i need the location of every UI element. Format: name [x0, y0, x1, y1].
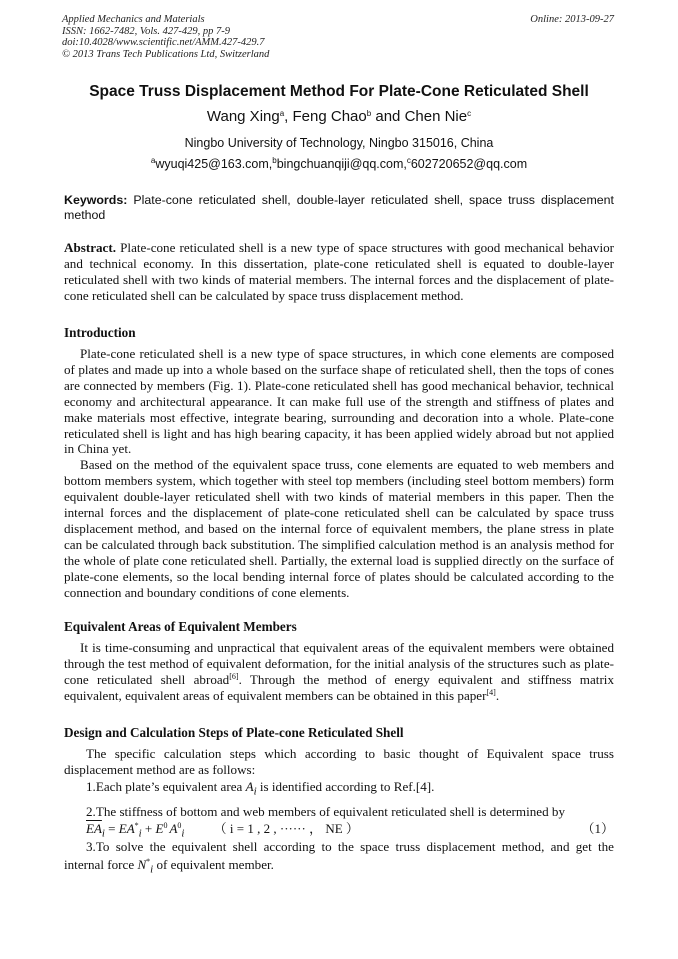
paragraph: The specific calculation steps which according to basic thought of Equivalent space truss displacement method are as follows:	[64, 746, 614, 777]
journal-name: Applied Mechanics and Materials	[62, 14, 205, 25]
step-item: 3.To solve the equivalent shell according to the space truss displacement method, and get the internal force $N^*_i$ of equivalent member.	[64, 839, 614, 876]
author-name: Chen Nie	[404, 108, 468, 125]
equation-number: （1）	[581, 821, 614, 836]
email-list: $^a$wyuqi425@163.com,$^b$bingchuanqiji@qq.com,$^c$602720652@qq.com	[150, 156, 528, 171]
section-heading-equivalent-areas: Equivalent Areas of Equivalent Members	[64, 619, 297, 634]
author-marker: a	[279, 109, 285, 118]
section-heading-introduction: Introduction	[64, 325, 136, 340]
design-intro	[64, 746, 614, 778]
step-3	[64, 838, 614, 879]
keywords	[64, 193, 614, 223]
paper-title: Space Truss Displacement Method For Plate-Cone Reticulated Shell	[89, 83, 589, 100]
equation-1: $\overline{EA}_i = EA^*_i + E^0$ $A^0_i$ （ i = 1 , 2 , ······ ， NE ） （1）	[86, 818, 614, 840]
paragraph: It is time-consuming and unpractical that equivalent areas of the equivalent members were obtained through the test method of equivalent deformation, for the initial analysis of the structures such as plate-cone reticulated shell abroad[6]. Through the method of energy equivalent and stiffness matrix equivalent, equivalent areas of equivalent members can be obtained in this paper[4].	[64, 640, 614, 703]
author-marker: c	[467, 109, 472, 118]
intro-section	[64, 346, 614, 601]
affiliation: Ningbo University of Technology, Ningbo 315016, China	[184, 136, 494, 150]
abstract-label: Abstract.	[64, 240, 116, 255]
abstract	[64, 240, 614, 304]
email-address[interactable]: bingchuanqiji@qq.com,	[276, 157, 407, 171]
journal-meta	[62, 14, 269, 60]
step-list	[86, 777, 614, 821]
paragraph: Based on the method of the equivalent space truss, cone elements are equated to web members and bottom members system, which together with steel top members (including steel bottom members) form equivalent double-layer reticulated shell with two kinds of material members in this paper. Then the internal forces and the displacement of plate-cone reticulated shell can be calculated by space truss displacement method, and based on the internal force of equivalent members, the plane stress in plate can be calculated through back substitution. The simplified calculation method is an analysis method for the whole of plate cone reticulated shell. Partially, the external load is supplied directly on the surface of plate-cone elements, so the local bending internal force of plates should be calculated according to the connection and boundary conditions of cone elements.	[64, 457, 614, 600]
email-address[interactable]: wyuqi425@163.com,	[155, 157, 273, 171]
keywords-label: Keywords:	[64, 193, 128, 207]
doi-line: doi:10.4028/www.scientific.net/AMM.427-429.7	[62, 37, 265, 48]
step-item: 1.Each plate’s equivalent area $A_i$ is identified according to Ref.[4].	[86, 779, 435, 798]
citation: [4]	[486, 687, 496, 697]
author-name: Feng Chao	[292, 108, 367, 125]
equivalent-areas-section	[64, 640, 614, 704]
online-date: Online: 2013-09-27	[530, 14, 614, 25]
keywords-text: Plate-cone reticulated shell, double-layer reticulated shell, space truss displacement method	[64, 193, 614, 222]
author-list: Wang Xing$^a$, Feng Chao$^b$ and Chen Nie$^c$	[206, 108, 472, 125]
paragraph: Plate-cone reticulated shell is a new type of space structures, in which cone elements are composed of plates and made up into a whole based on the surface shape of reticulated shell, then the tops of cones are connected by members (Fig. 1). Plate-cone reticulated shell has good mechanical behavior, technical economy and architectural appearance. It can make full use of the strength and stiffness of plates and make materials most effective, integrate bearing, surrounding and decoration into a whole. Plate-cone reticulated shell is light and has high bearing capacity, it has been applied widely abroad but not applied in China yet.	[64, 346, 614, 457]
copyright-line: © 2013 Trans Tech Publications Ltd, Switzerland	[62, 48, 270, 60]
issn-line: ISSN: 1662-7482, Vols. 427-429, pp 7-9	[62, 25, 230, 37]
author-marker: b	[366, 109, 372, 118]
email-address[interactable]: 602720652@qq.com	[410, 157, 528, 171]
author-name: Wang Xing	[206, 108, 280, 125]
equation-range: （ i = 1 , 2 , ······ ， NE ）	[213, 821, 359, 836]
section-heading-design-steps: Design and Calculation Steps of Plate-cone Reticulated Shell	[64, 725, 404, 740]
abstract-text: Plate-cone reticulated shell is a new type of space structures with good mechanical behavior and technical economy. In this dissertation, plate-cone reticulated shell is equated to double-layer reticulated shell with two kinds of material members. The internal forces and the displacement of plate-cone reticulated shell can be calculated by space truss displacement method.	[64, 240, 614, 303]
step-item: 2.The stiffness of bottom and web members of equivalent reticulated shell is determined by	[86, 803, 566, 819]
citation: [6]	[229, 671, 239, 681]
